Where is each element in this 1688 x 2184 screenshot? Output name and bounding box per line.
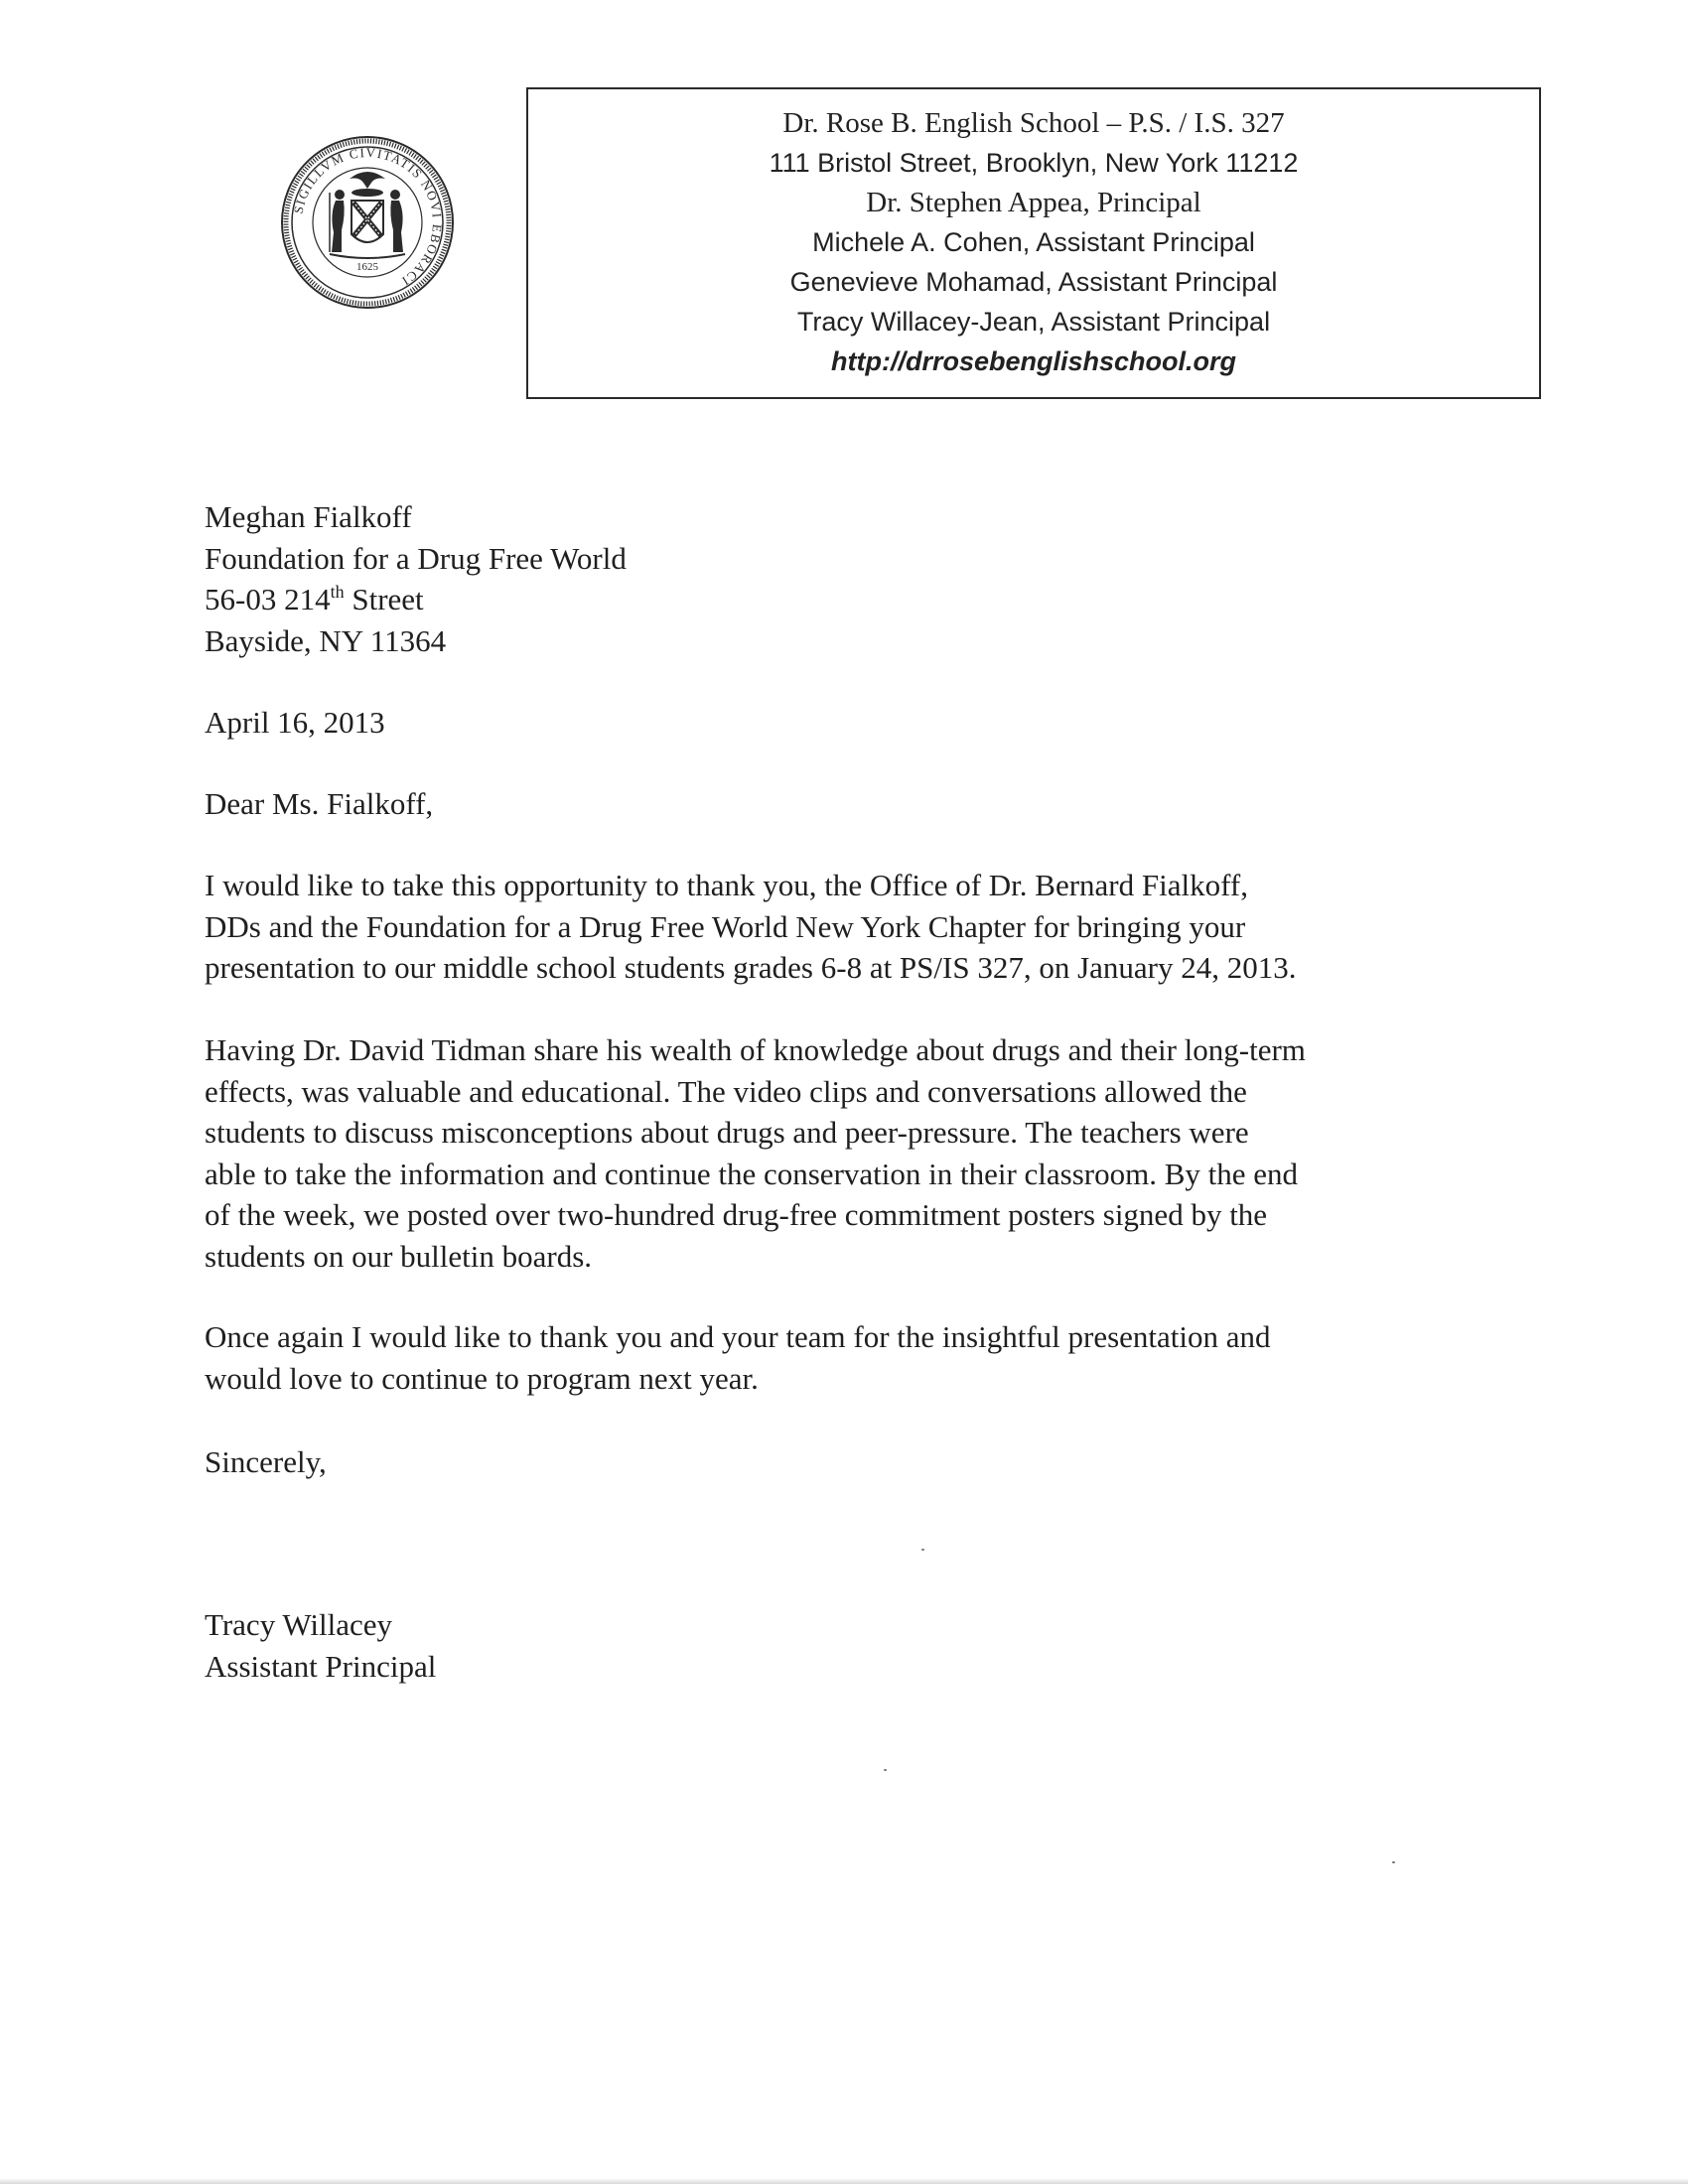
letter-date: April 16, 2013 — [205, 705, 385, 740]
school-address: 111 Bristol Street, Brooklyn, New York 11212 — [769, 148, 1299, 178]
scan-edge — [0, 2178, 1688, 2184]
recipient-street: 56-03 214th Street — [205, 582, 424, 616]
principal-line: Dr. Stephen Appea, Principal — [866, 187, 1201, 218]
recipient-organization: Foundation for a Drug Free World — [205, 540, 627, 576]
signer-name: Tracy Willacey — [205, 1607, 393, 1642]
seal-year: 1625 — [356, 261, 378, 273]
body-paragraph: I would like to take this opportunity to thank you, the Office of Dr. Bernard Fialkoff, DDs and the Foundation for a Drug Free World New York Chapter for bringing your presentation to our middle school students grades 6-8 at PS/IS 327, on January 24, 2013. — [205, 868, 1297, 985]
salutation: Dear Ms. Fialkoff, — [205, 786, 434, 821]
scan-speck — [884, 1769, 887, 1771]
assistant-principal-line: Michele A. Cohen, Assistant Principal — [812, 227, 1255, 257]
school-name: Dr. Rose B. English School – P.S. / I.S. 327 — [782, 107, 1285, 139]
closing: Sincerely, — [205, 1444, 327, 1479]
recipient-name: Meghan Fialkoff — [205, 499, 412, 534]
signer-title: Assistant Principal — [205, 1648, 437, 1684]
body-paragraph: Once again I would like to thank you and your team for the insightful presentation and would love to continue to program next year. — [205, 1319, 1271, 1396]
body-paragraph: Having Dr. David Tidman share his wealth of knowledge about drugs and their long-term effects, was valuable and educational. The video clips and conversations allowed the students to discuss misconceptions about drugs and peer-pressure. The teachers were able to take the information and continue the conservation in their classroom. By the end of the week, we posted over two-hundred drug-free commitment posters signed by the students on our bulletin boards. — [205, 1032, 1306, 1274]
signature-block — [205, 1604, 1505, 1687]
assistant-principal-line: Genevieve Mohamad, Assistant Principal — [789, 267, 1278, 297]
assistant-principal-line: Tracy Willacey-Jean, Assistant Principal — [796, 307, 1271, 337]
scan-speck — [921, 1549, 924, 1551]
city-seal-icon — [280, 135, 455, 310]
letterhead-box — [526, 87, 1541, 399]
recipient-city-line: Bayside, NY 11364 — [205, 622, 447, 658]
recipient-address-block — [205, 496, 1505, 661]
scan-speck — [1392, 1861, 1395, 1863]
school-website-link[interactable]: http://drrosebenglishschool.org — [830, 346, 1236, 376]
seal-motto: SIGILLVM CIVITATIS NOVI EBORACI — [290, 144, 446, 290]
